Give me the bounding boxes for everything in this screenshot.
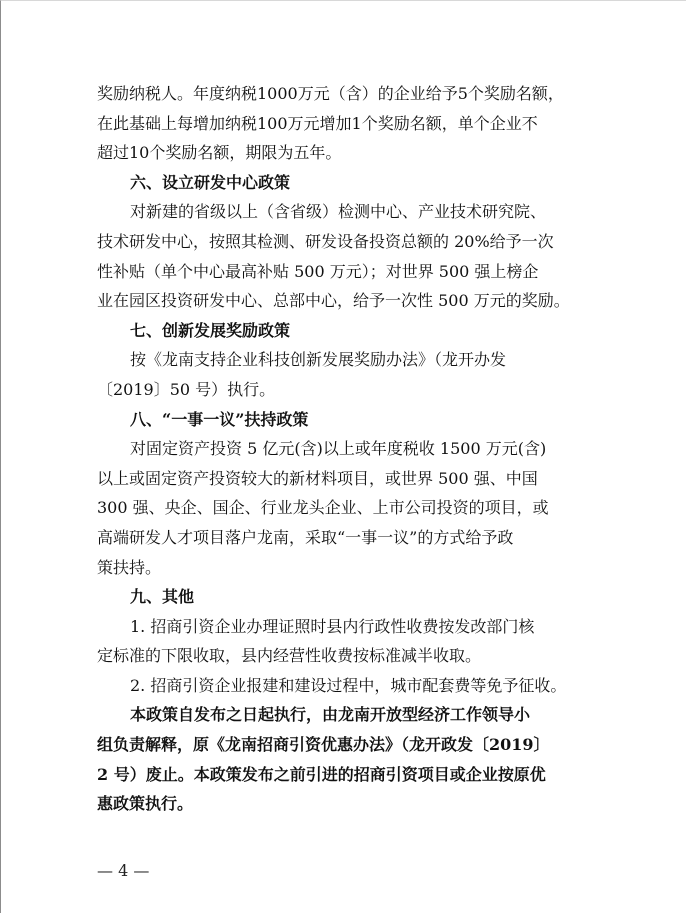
section-heading-line: 2 号）废止。本政策发布之前引进的招商引资项目或企业按原优 [97,764,546,784]
text-line: 以上或固定资产投资较大的新材料项目，或世界 500 强、中国 [97,468,538,488]
text-line: 2. 招商引资企业报建和建设过程中，城市配套费等免予征收。 [130,675,567,695]
text-line: 1. 招商引资企业办理证照时县内行政性收费按发改部门核 [130,616,535,636]
text-line: 奖励纳税人。年度纳税1000万元（含）的企业给予5个奖励名额， [97,84,564,103]
text-line: 对固定资产投资 5 亿元(含)以上或年度税收 1500 万元(含) [130,439,547,459]
text-line: 〔2019〕50 号）执行。 [97,379,276,399]
section-heading-line: 本政策自发布之日起执行，由龙南开放型经济工作领导小 [130,705,531,725]
text-line: 按《龙南支持企业科技创新发展奖励办法》（龙开办发 [130,350,507,370]
text-line: 性补贴（单个中心最高补贴 500 万元）；对世界 500 强上榜企 [97,261,539,281]
text-line: 策扶持。 [97,557,162,577]
section-heading-line: 七、创新发展奖励政策 [130,320,291,340]
section-heading-line: 六、设立研发中心政策 [130,172,291,192]
page-number: — 4 — [97,861,150,880]
section-heading-line: 八、“一事一议”扶持政策 [130,409,309,429]
document-body [97,79,597,819]
text-line: 定标准的下限收取，县内经营性收费按标准减半收取。 [97,646,482,666]
section-heading-line: 组负责解释，原《龙南招商引资优惠办法》（龙开政发〔2019〕 [97,735,550,755]
text-line: 对新建的省级以上（含省级）检测中心、产业技术研究院、 [130,202,547,222]
text-line: 300 强、央企、国企、行业龙头企业、上市公司投资的项目，或 [97,498,549,518]
text-line: 技术研发中心，按照其检测、研发设备投资总额的 20%给予一次 [97,231,554,251]
section-heading-line: 惠政策执行。 [97,794,194,814]
text-line: 高端研发人才项目落户龙南，采取“一事一议”的方式给予政 [97,527,514,547]
text-line: 在此基础上每增加纳税100万元增加1个奖励名额，单个企业不 [97,113,538,133]
text-line: 超过10个奖励名额，期限为五年。 [97,143,342,163]
section-heading-line: 九、其他 [130,587,195,607]
text-line: 业在园区投资研发中心、总部中心，给予一次性 500 万元的奖励。 [97,291,570,311]
